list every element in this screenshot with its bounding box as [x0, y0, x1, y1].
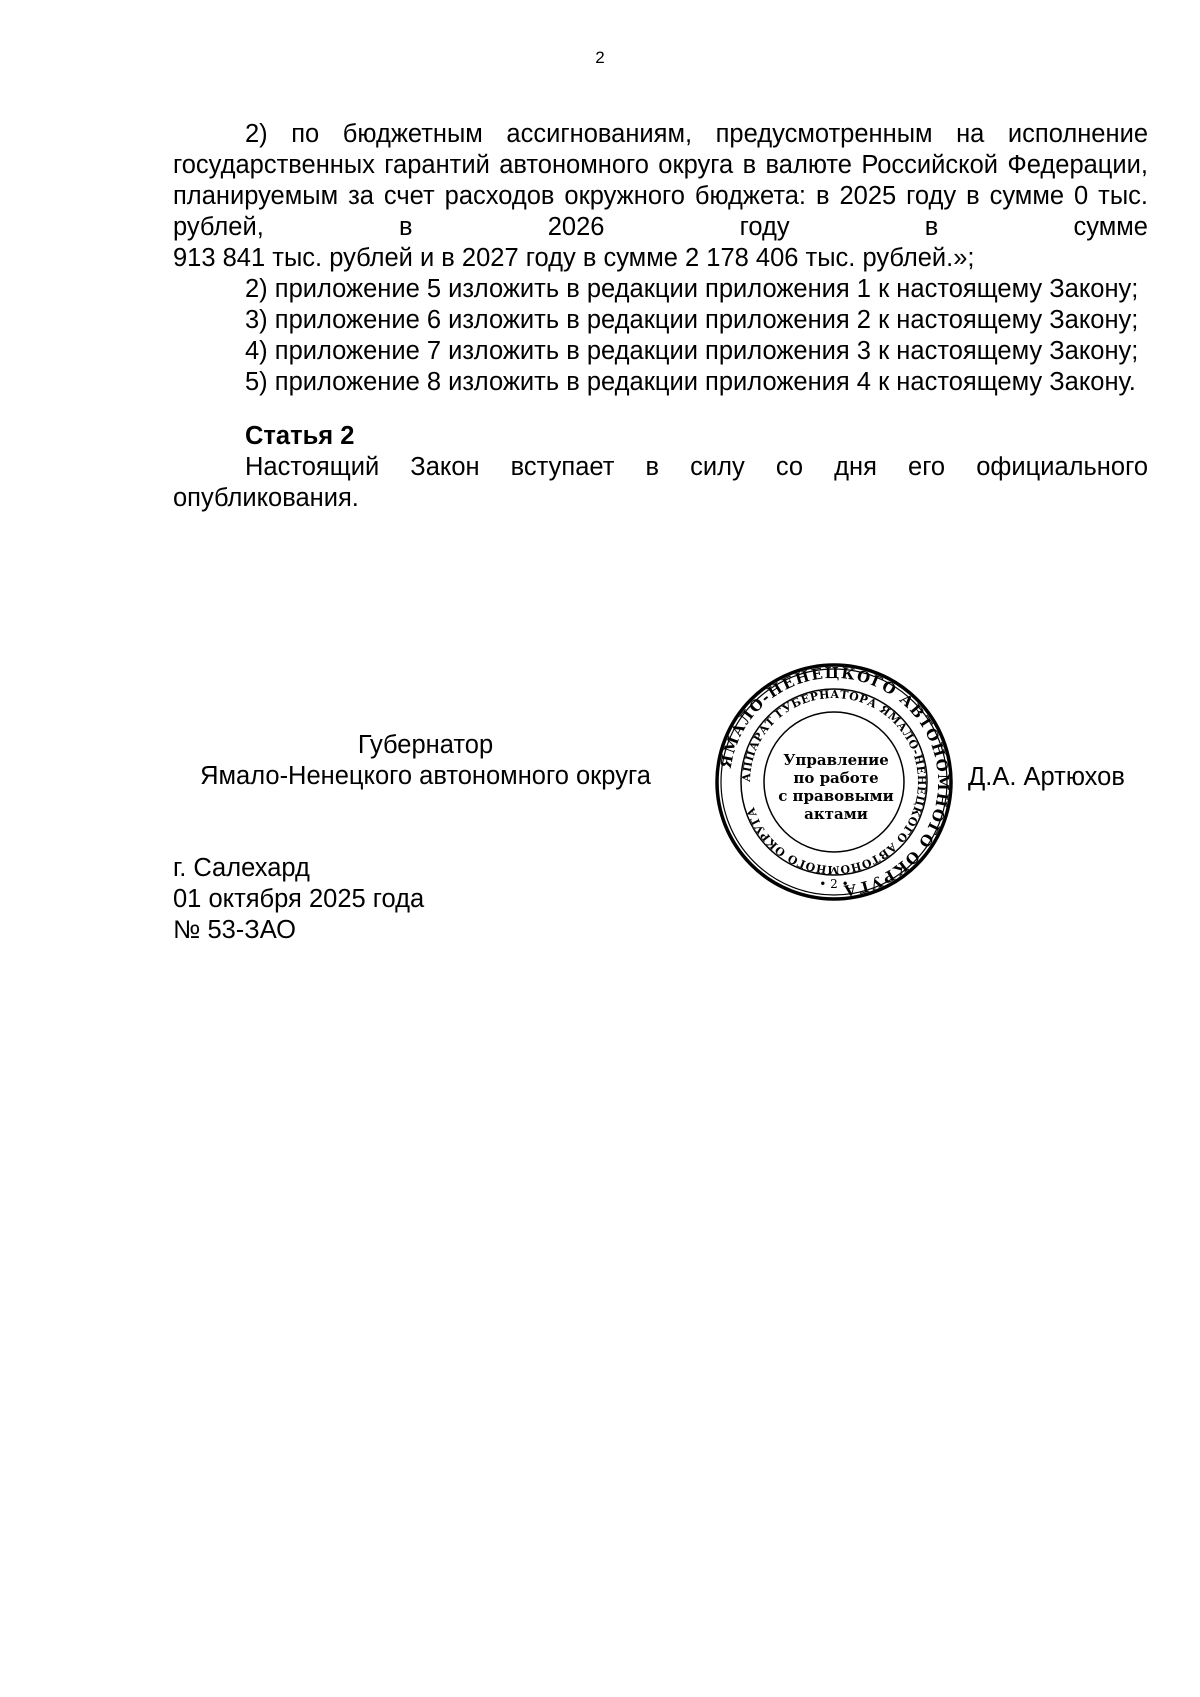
stamp-number: • 2 • [819, 877, 849, 891]
footer-law-number: № 53-ЗАО [173, 916, 296, 944]
signatory-name: Д.А. Артюхов [968, 763, 1125, 791]
paragraph-guarantees: 2) по бюджетным ассигнованиям, предусмотренным на исполнение государственных гарантий автономного округа в валюте Российской Федерации, планируемым за счет расходов окружного бюджета: в 2025 году в сумме 0 тыс. рублей, в 2026 году в сумме [173, 120, 1148, 241]
footer-date: 01 октября 2025 года [173, 885, 425, 913]
signatory-title-line1: Губернатор [357, 731, 494, 759]
stamp-center-line-2: по работе [793, 769, 879, 787]
paragraph-appendix-8: 5) приложение 8 изложить в редакции приложения 4 к настоящему Закону. [245, 368, 1136, 396]
article-text: Настоящий Закон вступает в силу со дня его официального опубликования. [173, 453, 1148, 512]
signatory-title [173, 730, 678, 792]
official-stamp [714, 662, 954, 902]
stamp-center-line-1: Управление [783, 751, 889, 769]
stamp-outer-text: ЯМАЛО-НЕНЕЦКОГО АВТОНОМНОГО ОКРУГА [716, 663, 953, 900]
stamp-center-line-4: актами [804, 805, 868, 823]
paragraph-appendix-5: 2) приложение 5 изложить в редакции приложения 1 к настоящему Закону; [245, 275, 1139, 303]
signatory-title-line2: Ямало-Ненецкого автономного округа [200, 762, 651, 790]
paragraph-guarantees-amounts: 913 841 тыс. рублей и в 2027 году в сумме 2 178 406 тыс. рублей.»; [173, 244, 975, 272]
article-heading: Статья 2 [245, 422, 355, 450]
stamp-inner-text: АППАРАТ ГУБЕРНАТОРА ЯМАЛО-НЕНЕЦКОГО АВТОНОМНОГО ОКРУГА [739, 687, 929, 877]
footer-city: г. Салехард [173, 854, 310, 882]
document-footer [173, 853, 424, 946]
paragraph-appendix-7: 4) приложение 7 изложить в редакции приложения 3 к настоящему Закону; [245, 337, 1139, 365]
page-number: 2 [595, 48, 605, 67]
document-body [173, 119, 1148, 514]
stamp-center-line-3: с правовыми [778, 787, 894, 805]
paragraph-appendix-6: 3) приложение 6 изложить в редакции приложения 2 к настоящему Закону; [245, 306, 1139, 334]
